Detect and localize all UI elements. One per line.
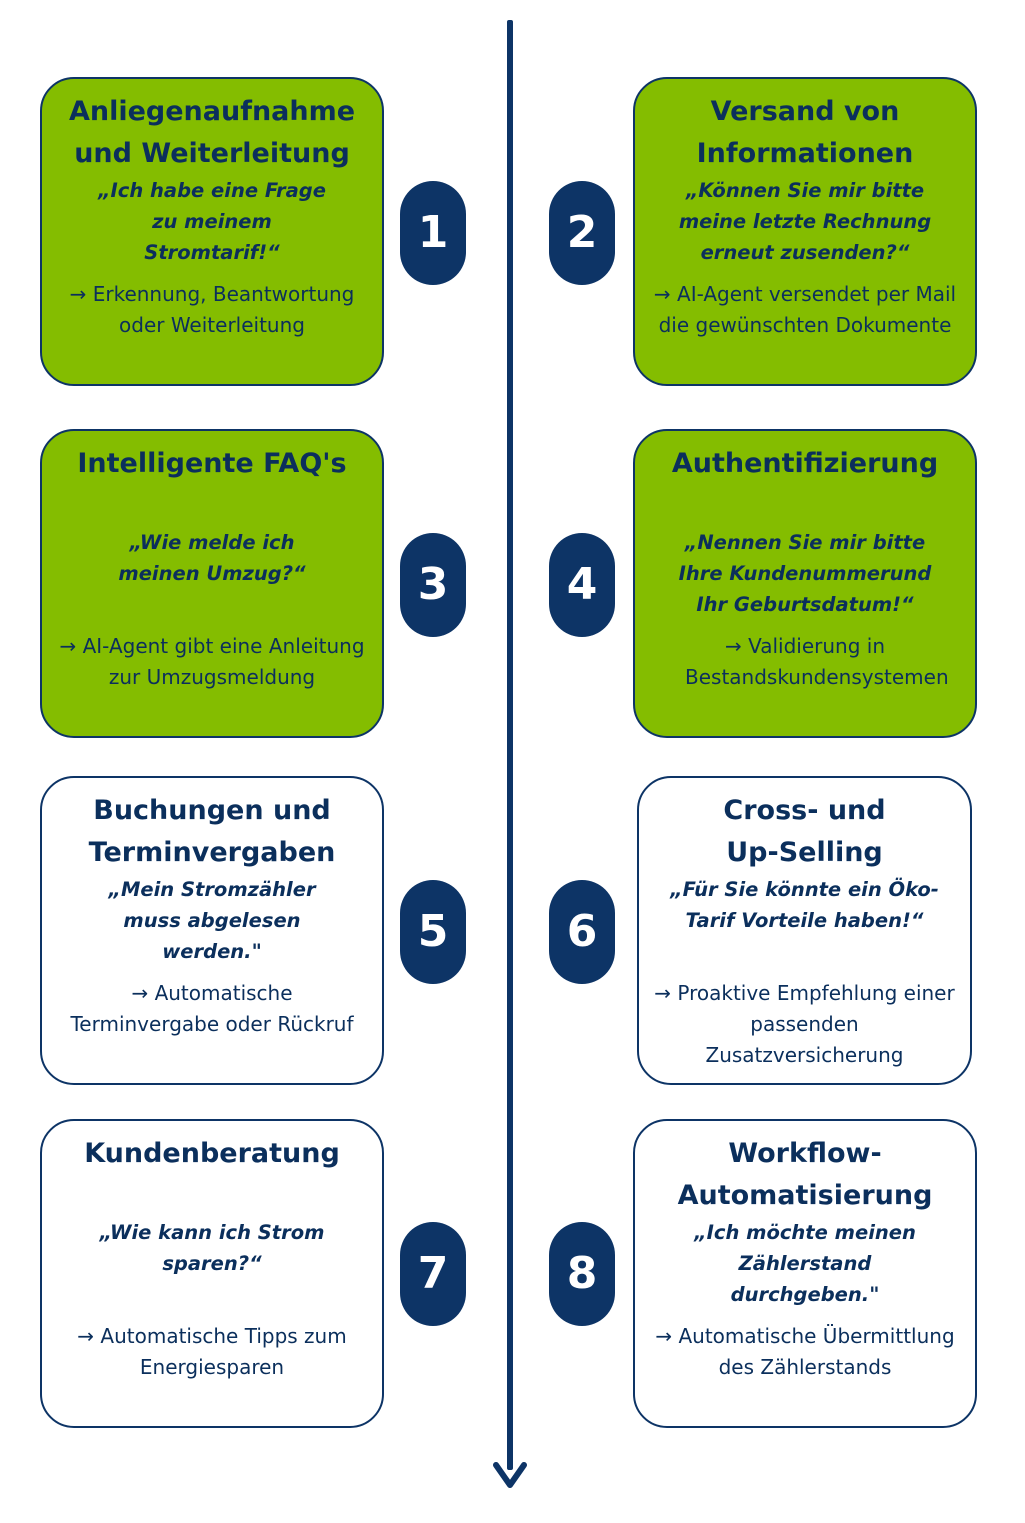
step-result: → AI-Agent versendet per Mail die gewünschten Dokumente xyxy=(653,282,957,337)
step-title: Authentifizierung xyxy=(671,448,939,479)
step-number-badge-3: 3 xyxy=(400,533,466,637)
step-card-8 xyxy=(633,1119,977,1428)
step-result: → Automatische Tipps zum Energiesparen xyxy=(77,1324,347,1379)
step-title: Intelligente FAQ's xyxy=(77,448,347,479)
step-title: Buchungen und Terminvergaben xyxy=(88,795,336,868)
step-title: Versand von Informationen xyxy=(696,96,914,169)
step-number-badge-6: 6 xyxy=(549,880,615,984)
step-card-7 xyxy=(40,1119,384,1428)
step-result: → Proaktive Empfehlung einer passenden Zusatzversicherung xyxy=(654,981,955,1067)
step-quote: „Wie kann ich Strom sparen?“ xyxy=(99,1221,325,1275)
step-card-4 xyxy=(633,429,977,738)
step-quote: „Wie melde ich meinen Umzug?“ xyxy=(118,531,306,585)
step-card-1 xyxy=(40,77,384,386)
step-card-6 xyxy=(637,776,972,1085)
step-number-badge-2: 2 xyxy=(549,181,615,285)
step-card-3 xyxy=(40,429,384,738)
step-quote: „Ich habe eine Frage zu meinem Stromtarif!“ xyxy=(97,179,326,264)
step-result: → Automatische Terminvergabe oder Rückruf xyxy=(70,981,354,1036)
step-number-badge-5: 5 xyxy=(400,880,466,984)
step-number-badge-4: 4 xyxy=(549,533,615,637)
step-quote: „Können Sie mir bitte meine letzte Rechnung erneut zusenden?“ xyxy=(678,179,932,264)
step-title: Kundenberatung xyxy=(84,1138,340,1169)
step-quote: „Mein Stromzähler muss abgelesen werden." xyxy=(108,878,316,963)
step-title: Cross- und Up-Selling xyxy=(723,795,886,868)
step-quote: „Ich möchte meinen Zählerstand durchgeben." xyxy=(694,1221,916,1306)
step-result: → Validierung in Bestandskundensystemen xyxy=(685,634,949,689)
step-quote: „Nennen Sie mir bitte Ihre Kundenummerund Ihr Geburtsdatum!“ xyxy=(678,531,932,616)
step-card-5 xyxy=(40,776,384,1085)
step-number-badge-1: 1 xyxy=(400,181,466,285)
timeline-axis xyxy=(507,20,513,1470)
step-quote: „Für Sie könnte ein Öko-Tarif Vorteile haben!“ xyxy=(670,878,939,932)
step-title: Anliegenaufnahme und Weiterleitung xyxy=(68,96,356,169)
step-number-badge-8: 8 xyxy=(549,1222,615,1326)
step-title: Workflow-Automatisierung xyxy=(677,1138,933,1211)
step-card-2 xyxy=(633,77,977,386)
step-result: → AI-Agent gibt eine Anleitung zur Umzugsmeldung xyxy=(59,634,365,689)
step-number-badge-7: 7 xyxy=(400,1222,466,1326)
step-result: → Erkennung, Beantwortung oder Weiterleitung xyxy=(69,282,355,337)
step-result: → Automatische Übermittlung des Zählerstands xyxy=(655,1324,955,1379)
arrow-down-icon xyxy=(491,1460,529,1492)
